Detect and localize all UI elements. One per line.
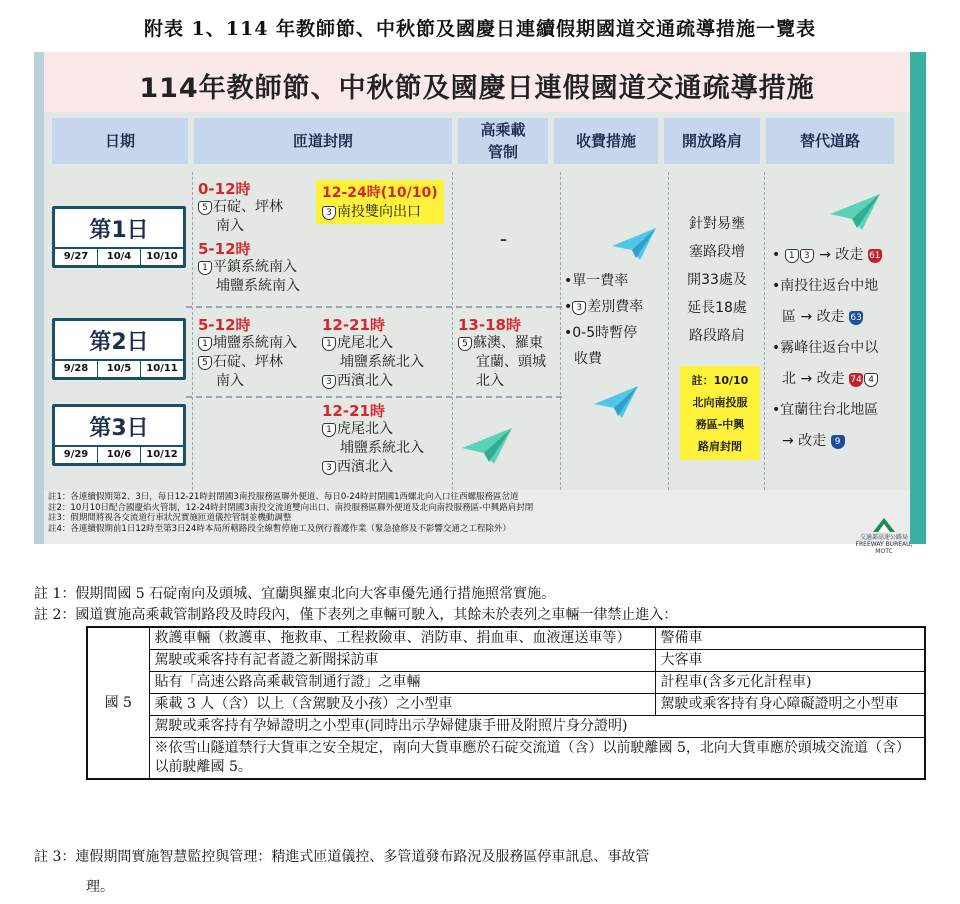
day1-ramp-3 xyxy=(322,203,421,222)
table-cell: 駕駛或乘客持有孕婦證明之小型車(同時出示孕婦健康手冊及附照片身分證明) xyxy=(149,716,925,738)
table-cell: 貼有「高速公路高乘載管制通行證」之車輛 xyxy=(149,672,655,694)
day2-time-2: 12-21時 xyxy=(322,316,385,334)
freeway-shield-icon: 1 xyxy=(198,337,212,351)
shoulder-measures xyxy=(678,210,756,350)
header-date: 日期 xyxy=(52,118,188,164)
shoulder-note-text: 北向南投服 xyxy=(692,396,748,409)
freeway-shield-icon: 3 xyxy=(572,301,586,315)
header-toll: 收費措施 xyxy=(554,118,658,164)
freeway-bureau-logo xyxy=(854,518,914,555)
alt-text: 北 → 改走 xyxy=(782,371,845,387)
ramp-text: 西濱北入 xyxy=(337,373,393,389)
alt-text: → 改走 xyxy=(819,247,864,263)
freeway-shield-icon: 5 xyxy=(198,356,212,370)
alt-text: •宜蘭往台北地區 xyxy=(772,402,879,418)
paper-plane-icon xyxy=(612,228,656,260)
footnote: 註3：假期間將視各交流道行車狀況實施匝道儀控管制並機動調整 xyxy=(48,513,292,523)
table-row xyxy=(87,716,925,738)
day1-ramp-2 xyxy=(198,258,300,296)
day-3-dates xyxy=(55,445,183,463)
freeway-shield-icon: 1 xyxy=(322,423,336,437)
freeway-shield-icon: 5 xyxy=(198,201,212,215)
date: 10/11 xyxy=(146,363,178,374)
header-hov xyxy=(458,118,548,164)
table-cell: 計程車(含多元化計程車) xyxy=(655,672,925,694)
shoulder-text: 路段路肩 xyxy=(689,328,745,344)
route-63-icon: 63 xyxy=(850,313,862,323)
column-separator xyxy=(452,172,453,490)
paper-plane-icon xyxy=(462,428,512,464)
document-title: 附表 1、114 年教師節、中秋節及國慶日連續假期國道交通疏導措施一覽表 xyxy=(143,18,817,40)
shoulder-note-text: 註：10/10 xyxy=(691,374,749,387)
day2-ramp-1 xyxy=(198,334,297,391)
alt-text: •南投往返台中地 xyxy=(772,278,879,294)
day-2-label: 第2日 xyxy=(89,330,149,355)
note-2: 註 2：國道實施高乘載管制路段及時段內，僅下表列之車輛可駛入，其餘未於表列之車輛一律禁止進入： xyxy=(34,607,678,623)
alt-text: → 改走 xyxy=(782,433,827,449)
date: 9/27 xyxy=(55,249,98,265)
shoulder-text: 開33處及 xyxy=(687,272,747,288)
day2-ramp-2 xyxy=(322,334,424,391)
hov-allowed-vehicles-table xyxy=(86,626,926,780)
day-1-dates xyxy=(55,247,183,265)
day1-hov-none: – xyxy=(500,232,507,248)
footnote: 註2：10月10日配合國慶焰火管制，12-24時封閉國3南投交流道雙向出口、南投服務區聯外便道及北向南投服務區-中興路肩封閉 xyxy=(48,502,534,513)
day-2-dates xyxy=(55,359,183,377)
shoulder-text: 針對易壅 xyxy=(689,216,745,232)
day1-ramp-1 xyxy=(198,198,283,236)
freeway-shield-icon: 1 xyxy=(322,337,336,351)
toll-text: 收費 xyxy=(574,351,602,367)
paper-plane-icon xyxy=(594,386,638,418)
day-3-box xyxy=(52,404,186,466)
ramp-text: 南投雙向出口 xyxy=(337,204,421,220)
column-separator xyxy=(764,172,765,490)
day-1-box xyxy=(52,206,186,268)
ramp-text: 平鎮系統南入 xyxy=(213,259,297,275)
table-row xyxy=(87,650,925,672)
column-separator xyxy=(192,172,193,490)
ramp-text: 北入 xyxy=(476,373,504,389)
row-separator xyxy=(186,306,562,308)
paper-plane-icon xyxy=(830,194,880,230)
logo-text: 交通部高速公路局 xyxy=(859,534,908,541)
toll-text: •單一費率 xyxy=(564,273,629,289)
day3-ramp-1 xyxy=(322,420,424,477)
day1-time-3: 12-24時(10/10) xyxy=(322,185,438,201)
header-hov-line2: 管制 xyxy=(487,143,518,161)
traffic-infographic xyxy=(34,52,926,555)
row-separator xyxy=(186,396,562,398)
date: 10/12 xyxy=(146,449,178,460)
ramp-text: 虎尾北入 xyxy=(337,335,393,351)
header-alternative-route: 替代道路 xyxy=(766,118,894,164)
day-2-box xyxy=(52,318,186,380)
route-74-icon: 74 xyxy=(850,375,862,385)
freeway-shield-icon: 3 xyxy=(322,375,336,389)
route-4-icon: 4 xyxy=(864,373,878,387)
column-separator xyxy=(560,172,561,490)
date: 9/28 xyxy=(55,361,98,377)
date: 10/6 xyxy=(98,447,141,463)
note-3-cont: 理。 xyxy=(86,879,114,895)
shoulder-text: 延長18處 xyxy=(687,300,747,316)
freeway-shield-icon: 1 xyxy=(198,261,212,275)
date: 10/4 xyxy=(98,249,141,265)
ramp-text: 埔鹽系統北入 xyxy=(340,440,424,456)
day2-time-1: 5-12時 xyxy=(198,316,251,334)
shoulder-note-text: 務區-中興 xyxy=(695,418,745,431)
header-ramp-closure: 匝道封閉 xyxy=(194,118,452,164)
note-3: 註 3：連假期間實施智慧監控與管理：精進式匝道儀控、多管道發布路況及服務區停車訊息、事故管 xyxy=(34,849,650,865)
table-cell: 救護車輛（救護車、拖救車、工程救險車、消防車、捐血車、血液運送車等） xyxy=(149,627,655,650)
table-cell: ※依雪山隧道禁行大貨車之安全規定，南向大貨車應於石碇交流道（含）以前駛離國 5，北向大貨車應於頭城交流道（含）以前駛離國 5。 xyxy=(149,738,925,780)
day2-hov-ramps xyxy=(458,334,546,391)
footnote: 註1：各連續假期第2、3日，每日12-21時封閉國3南投服務區聯外便道、每日0-24時封閉國1西螺北向入口往西螺服務區岔道 xyxy=(48,492,519,502)
table-cell: 大客車 xyxy=(655,650,925,672)
date: 10/10 xyxy=(146,251,178,262)
ramp-text: 石碇、坪林 xyxy=(213,354,283,370)
shoulder-text: 塞路段增 xyxy=(689,244,745,260)
date: 9/29 xyxy=(55,447,98,463)
header-shoulder: 開放路肩 xyxy=(664,118,760,164)
table-cell: 乘載 3 人（含）以上（含駕駛及小孩）之小型車 xyxy=(149,694,655,716)
shoulder-note xyxy=(680,370,760,458)
ramp-text: 西濱北入 xyxy=(337,459,393,475)
infographic-title: 114年教師節、中秋節及國慶日連假國道交通疏導措施 xyxy=(139,73,815,104)
table-cell: 駕駛或乘客持有記者證之新聞採訪車 xyxy=(149,650,655,672)
alternative-routes: • 1 3 → 改走 61 •南投往返台中地 區 → 改走 63 •霧峰往返台中以 北 → 改走 74 4 •宜蘭往台北地區 → 改走 9 xyxy=(772,240,922,457)
ramp-text: 南入 xyxy=(216,218,244,234)
route-61-icon: 61 xyxy=(869,251,881,261)
header-hov-line1: 高乘載 xyxy=(480,121,526,139)
day1-time-1: 0-12時 xyxy=(198,180,251,198)
ramp-text: 埔鹽系統南入 xyxy=(213,335,297,351)
footnote: 註4：各連續假期前1日12時至第3日24時本局所轄路段全線暫停施工及例行養護作業（緊急搶修及不影響交通之工程除外） xyxy=(48,523,511,534)
day3-time-1: 12-21時 xyxy=(322,402,385,420)
logo-text-en: FREEWAY BUREAU, MOTC xyxy=(855,541,913,555)
freeway-shield-icon: 3 xyxy=(322,461,336,475)
table-row-head: 國 5 xyxy=(87,627,149,779)
day-3-label: 第3日 xyxy=(89,416,149,441)
shoulder-note-text: 路肩封閉 xyxy=(698,440,742,453)
freeway-shield-icon: 5 xyxy=(458,337,472,351)
table-row xyxy=(87,672,925,694)
day1-time-2: 5-12時 xyxy=(198,240,251,258)
ramp-text: 埔鹽系統南入 xyxy=(216,278,300,294)
table-cell: 駕駛或乘客持有身心障礙證明之小型車 xyxy=(655,694,925,716)
ramp-text: 虎尾北入 xyxy=(337,421,393,437)
toll-text: •0-5時暫停 xyxy=(564,325,638,341)
freeway-shield-icon: 1 xyxy=(785,249,799,263)
column-separator xyxy=(668,172,669,490)
ramp-text: 南入 xyxy=(216,373,244,389)
bureau-logo-icon xyxy=(873,518,895,532)
date: 10/5 xyxy=(98,361,141,377)
table-row xyxy=(87,738,925,780)
left-decor-strip xyxy=(34,52,44,544)
freeway-shield-icon: 3 xyxy=(322,206,336,220)
note-1: 註 1：假期間國 5 石碇南向及頭城、宜蘭與羅東北向大客車優先通行措施照常實施。 xyxy=(34,586,556,602)
route-9-icon: 9 xyxy=(831,435,845,449)
ramp-text: 宜蘭、頭城 xyxy=(476,354,546,370)
day-1-label: 第1日 xyxy=(89,218,149,243)
table-row xyxy=(87,627,925,650)
day2-hov-time: 13-18時 xyxy=(458,316,521,334)
table-row xyxy=(87,694,925,716)
ramp-text: 蘇澳、羅東 xyxy=(473,335,543,351)
toll-measures: •單一費率 • 3 差別費率 •0-5時暫停 收費 xyxy=(564,268,643,372)
infographic-footnotes xyxy=(44,490,910,544)
freeway-shield-icon: 3 xyxy=(800,249,814,263)
table-cell: 警備車 xyxy=(655,627,925,650)
alt-text: 區 → 改走 xyxy=(782,309,845,325)
ramp-text: 埔鹽系統北入 xyxy=(340,354,424,370)
alt-text: •霧峰往返台中以 xyxy=(772,340,879,356)
toll-text: 差別費率 xyxy=(587,299,644,315)
ramp-text: 石碇、坪林 xyxy=(213,199,283,215)
